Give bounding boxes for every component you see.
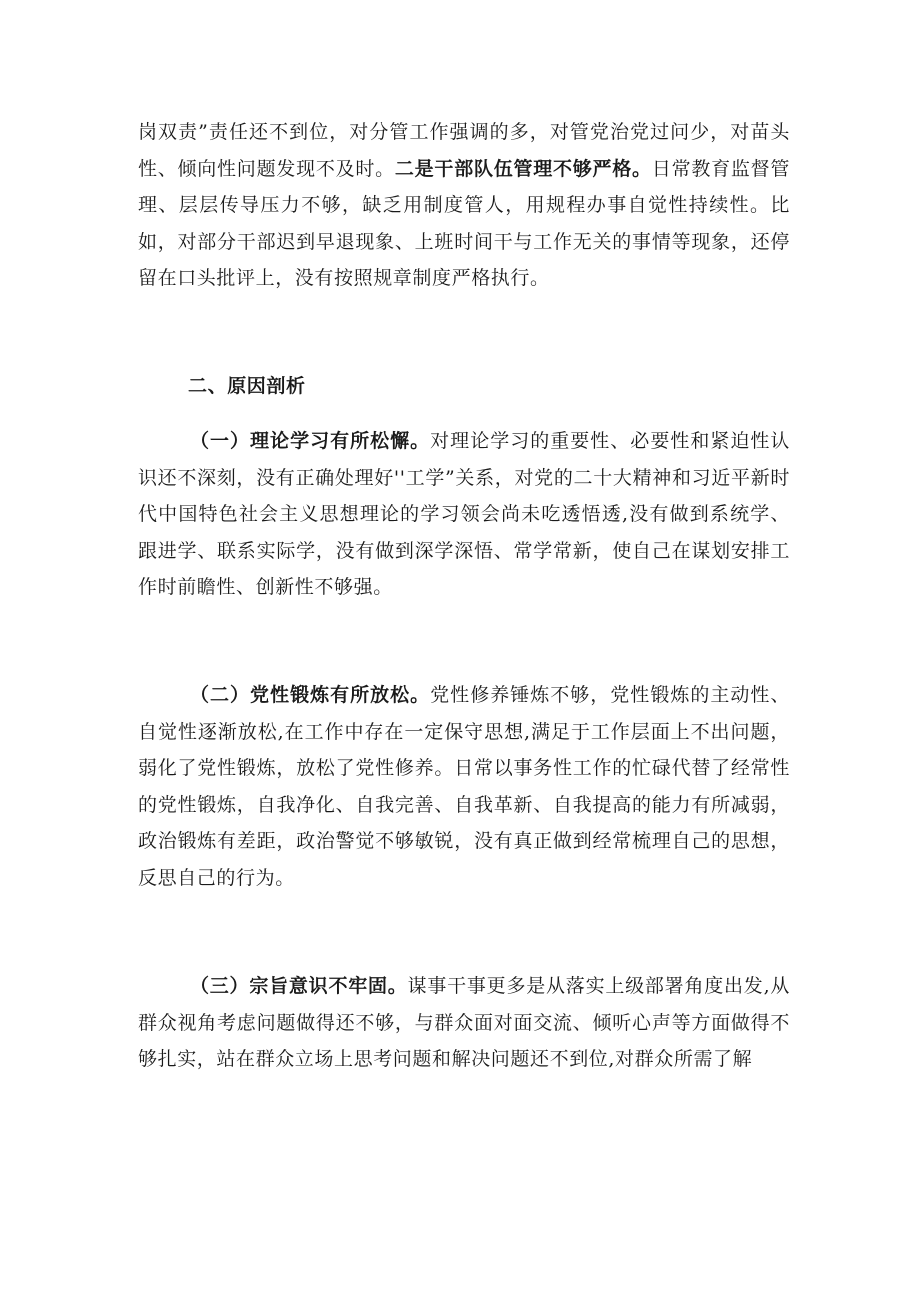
paragraph-text: 日常教育监督管理、层层传导压力不够，缺乏用制度管人，用规程办事自觉性持续性。比如，对部分干部迟到早退现象、上班时间干与工作无关的事情等现象，还停留在口头批评上，没有按照规章制度严格执行。	[138, 157, 790, 289]
paragraph-text: 岗双责”责任还不到位，对分管工作强调的多，对管党治党过问少，对苗头性、倾向性问题发现不及时。	[138, 121, 790, 180]
paragraph-bold-lead: 二是干部队伍管理不够严格。	[394, 157, 652, 180]
paragraph-party-spirit	[138, 677, 790, 896]
paragraph-purpose-awareness	[138, 968, 790, 1078]
paragraph-bold-lead: （一）理论学习有所松懈。	[190, 430, 431, 452]
paragraph-bold-lead: （二）党性锻炼有所放松。	[190, 684, 431, 706]
paragraph-text: 谋事干事更多是从落实上级部署角度出发,从群众视角考虑问题做得还不够，与群众面对面交流、倾听心声等方面做得不够扎实，站在群众立场上思考问题和解决问题还不到位,对群众所需了解	[138, 975, 790, 1070]
paragraph-responsibility	[138, 114, 790, 297]
paragraph-theory-study	[138, 423, 790, 606]
paragraph-text: 党性修养锤炼不够，党性锻炼的主动性、自觉性逐渐放松,在工作中存在一定保守思想,满足于工作层面上不出问题，弱化了党性锻炼，放松了党性修养。日常以事务性工作的忙碌代替了经常性的党性锻炼，自我净化、自我完善、自我革新、自我提高的能力有所减弱，政治锻炼有差距，政治警觉不够敏锐，没有真正做到经常梳理自己的思想，反思自己的行为。	[138, 684, 790, 889]
section-heading-cause-analysis: 二、原因剖析	[188, 375, 306, 397]
paragraph-text: 对理论学习的重要性、必要性和紧迫性认识还不深刻，没有正确处理好''工学”关系，对党的二十大精神和习近平新时代中国特色社会主义思想理论的学习领会尚未吃透悟透,没有做到系统学、跟进学、联系实际学，没有做到深学深悟、常学常新，使自己在谋划安排工作时前瞻性、创新性不够强。	[138, 430, 790, 598]
paragraph-bold-lead: （三）宗旨意识不牢固。	[190, 975, 408, 997]
